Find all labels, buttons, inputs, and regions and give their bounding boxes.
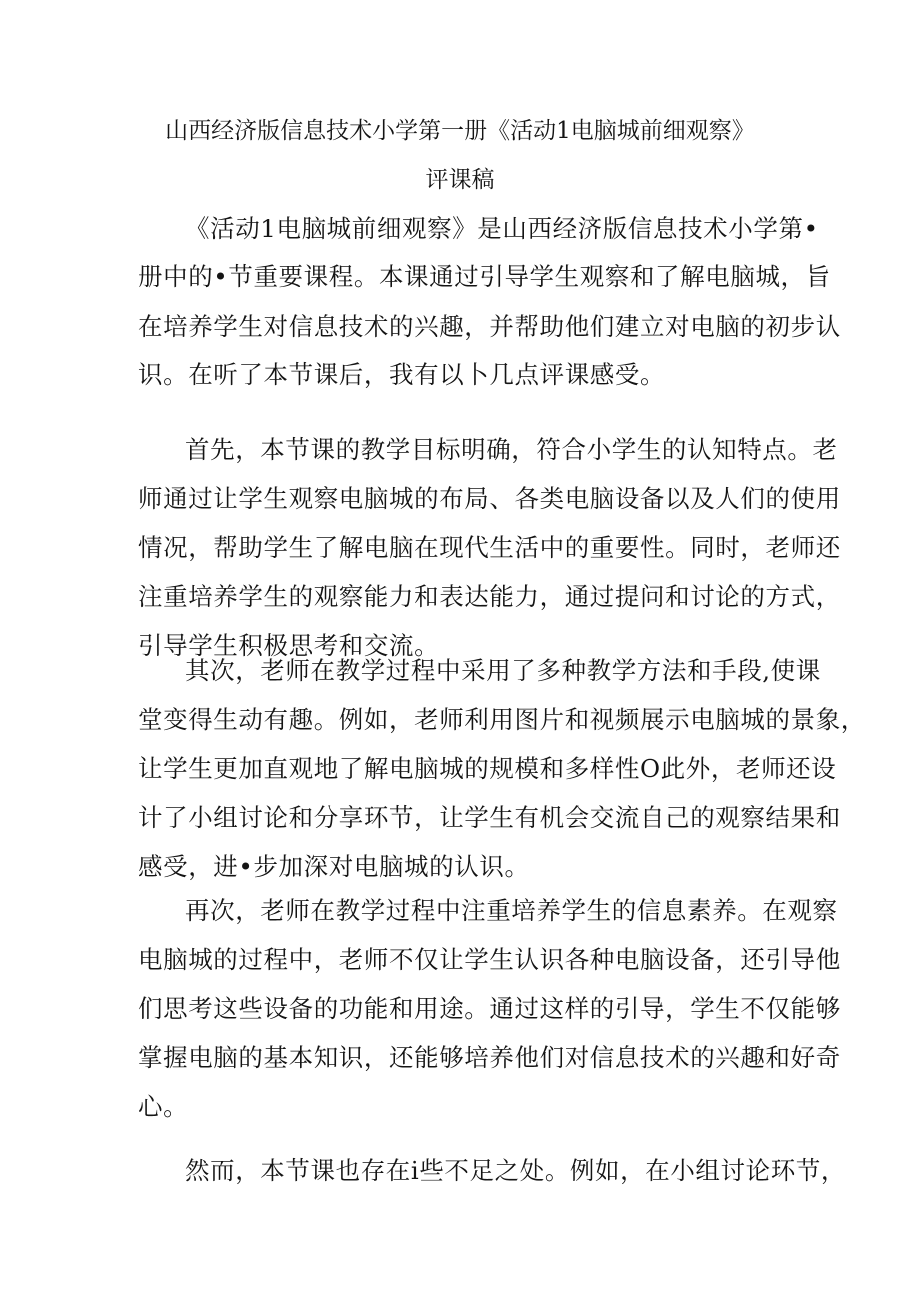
document-subtitle: 评课稿 [425, 167, 495, 193]
paragraph-5-line-1: 然而，本节课也存在i些不足之处。例如，在小组讨论环节， [185, 1156, 847, 1185]
paragraph-2-line-1: 首先，本节课的教学目标明确，符合小学生的认知特点。老 [185, 435, 838, 464]
paragraph-4-line-2: 电脑城的过程中，老师不仅让学生认识各种电脑设备，还引导他 [138, 945, 841, 974]
document-title: 山西经济版信息技术小学第一册《活动1电脑城前细观察》 [165, 118, 755, 144]
paragraph-2-line-4: 注重培养学生的观察能力和表达能力，通过提问和讨论的方式， [138, 582, 841, 611]
paragraph-3-line-2: 堂变得生动有趣。例如，老师利用图片和视频展示电脑城的景象， [138, 705, 866, 734]
paragraph-1-line-2: 册中的•节重要课程。本课通过引导学生观察和了解电脑城，旨 [138, 262, 831, 291]
paragraph-2-line-2: 师通过让学生观察电脑城的布局、各类电脑设备以及人们的使用 [138, 484, 841, 513]
paragraph-1-line-3: 在培养学生对信息技术的兴趣，并帮助他们建立对电脑的初步认 [138, 312, 841, 341]
paragraph-4-line-1: 再次，老师在教学过程中注重培养学生的信息素养。在观察 [185, 896, 838, 925]
paragraph-4-line-4: 掌握电脑的基本知识，还能够培养他们对信息技术的兴趣和好奇 [138, 1043, 841, 1072]
paragraph-2-line-3: 情况，帮助学生了解电脑在现代生活中的重要性。同时，老师还 [138, 533, 841, 562]
paragraph-3-line-3: 让学生更加直观地了解电脑城的规模和多样性O此外，老师还设 [138, 754, 837, 783]
paragraph-3-line-4: 计了小组讨论和分享环节，让学生有机会交流自己的观察结果和 [138, 803, 841, 832]
paragraph-4-line-3: 们思考这些设备的功能和用途。通过这样的引导，学生不仅能够 [138, 994, 841, 1023]
paragraph-2-line-5: 引导学生积极思考和交流。 [138, 631, 440, 660]
paragraph-1-line-4: 识。在听了本节课后，我有以卜几点评课感受。 [138, 360, 666, 389]
paragraph-3-line-1: 其次，老师在教学过程中采用了多种教学方法和手段,使课 [185, 656, 821, 685]
paragraph-1-line-1: 《活动1电脑城前细观察》是山西经济版信息技术小学第• [185, 214, 819, 243]
paragraph-3-line-5: 感受，进•步加深对电脑城的认识。 [138, 852, 530, 881]
paragraph-4-line-5: 心。 [138, 1092, 189, 1121]
